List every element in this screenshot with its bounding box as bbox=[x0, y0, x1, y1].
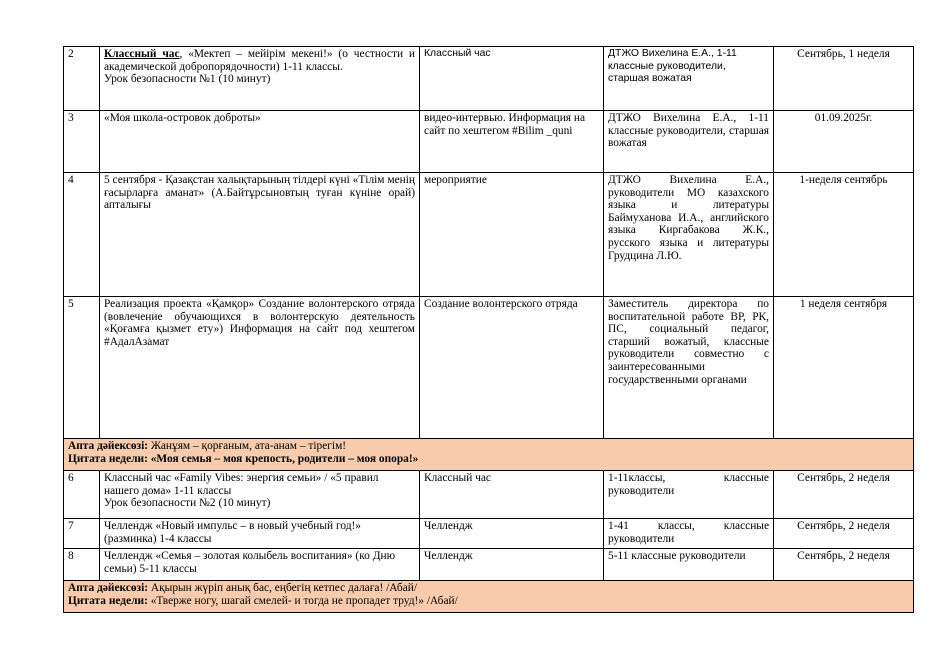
event-plan-table bbox=[63, 46, 914, 613]
week-quote-ru-text: «Моя семья – моя крепость, родители – моя опора!» bbox=[147, 452, 419, 465]
event-form: Классный час bbox=[420, 47, 604, 111]
event-date: Сентябрь, 2 неделя bbox=[774, 549, 914, 581]
event-title: Реализация проекта «Қамқор» Создание волонтерского отряда (вовлечение обучающихся в волонтерскую деятельность «Қоғамға қызмет ету») Информация на сайт под хештегом #АдалАзамат bbox=[100, 297, 420, 439]
event-title bbox=[100, 47, 420, 111]
event-responsible: ДТЖО Вихелина Е.А., 1-11 классные руководители, старшая вожатая bbox=[604, 47, 774, 111]
row-number: 7 bbox=[64, 519, 100, 549]
week-quote-kz-label: Апта дәйексөзі: bbox=[68, 440, 149, 452]
event-date: 1 неделя сентября bbox=[774, 297, 914, 439]
week-quote-row bbox=[64, 581, 914, 613]
week-quote-ru bbox=[68, 453, 909, 466]
event-form: Классный час bbox=[420, 471, 604, 519]
week-quote-kz-text: Ақырын жүріп анық бас, еңбегің кетпес далаға! /Абай/ bbox=[148, 582, 418, 594]
week-quote-row bbox=[64, 439, 914, 471]
event-date: Сентябрь, 2 неделя bbox=[774, 519, 914, 549]
event-title-extra: Урок безопасности №2 (10 минут) bbox=[104, 497, 271, 510]
event-date: 1-неделя сентябрь bbox=[774, 173, 914, 297]
event-title: Челлендж «Новый импульс – в новый учебный год!» (разминка) 1-4 классы bbox=[100, 519, 420, 549]
table-row bbox=[64, 519, 914, 549]
week-quote bbox=[64, 581, 914, 613]
event-form: Челлендж bbox=[420, 519, 604, 549]
week-quote-kz-label: Апта дәйексөзі: bbox=[68, 582, 149, 594]
event-date: Сентябрь, 2 неделя bbox=[774, 471, 914, 519]
table-row bbox=[64, 173, 914, 297]
row-number: 4 bbox=[64, 173, 100, 297]
event-title: «Моя школа-островок доброты» bbox=[100, 111, 420, 173]
event-title bbox=[100, 471, 420, 519]
row-number: 2 bbox=[64, 47, 100, 111]
event-title-bold: Классный час bbox=[104, 48, 180, 60]
table-row bbox=[64, 297, 914, 439]
event-title: Челлендж «Семья – золотая колыбель воспитания» (ко Дню семьи) 5-11 классы bbox=[100, 549, 420, 581]
event-responsible: Заместитель директора по воспитательной работе ВР, РК, ПС, социальный педагог, старший вожатый, классные руководители совместно с заинтересованными государственными органами bbox=[604, 297, 774, 439]
week-quote-kz bbox=[68, 440, 909, 453]
event-form: мероприятие bbox=[420, 173, 604, 297]
event-form: Челлендж bbox=[420, 549, 604, 581]
table-row bbox=[64, 111, 914, 173]
week-quote bbox=[64, 439, 914, 471]
row-number: 3 bbox=[64, 111, 100, 173]
week-quote-ru-label: Цитата недели: bbox=[68, 452, 148, 465]
week-quote-ru-label: Цитата недели: bbox=[68, 594, 148, 607]
event-responsible: 5-11 классные руководители bbox=[604, 549, 774, 581]
event-title: 5 сентября - Қазақстан халықтарының тілдері күні «Тілім менің ғасырларға аманат» (А.Байтұрсыновтың туған күніне орай) апталығы bbox=[100, 173, 420, 297]
event-date: 01.09.2025г. bbox=[774, 111, 914, 173]
week-quote-kz-text: Жанұям – қорғаным, ата-анам – тірегім! bbox=[148, 440, 347, 452]
event-title-extra: Урок безопасности №1 (10 минут) bbox=[104, 73, 271, 86]
table-row bbox=[64, 47, 914, 111]
event-form: Создание волонтерского отряда bbox=[420, 297, 604, 439]
event-title-main: Классный час «Family Vibes: энергия семьи» / «5 правил нашего дома» 1-11 классы bbox=[104, 472, 379, 497]
table-row bbox=[64, 471, 914, 519]
week-quote-kz bbox=[68, 582, 909, 595]
event-responsible: 1-11классы, классные руководители bbox=[604, 471, 774, 519]
row-number: 8 bbox=[64, 549, 100, 581]
week-quote-ru-text: «Тверже ногу, шагай смелей- и тогда не пропадет труд!» /Абай/ bbox=[147, 594, 458, 607]
event-date: Сентябрь, 1 неделя bbox=[774, 47, 914, 111]
event-title-rest: , «Мектеп – мейірім мекені!» (о честности и академической добропорядочности) 1-11 классы. bbox=[104, 48, 415, 73]
event-responsible: ДТЖО Вихелина Е.А., 1-11 классные руководители, старшая вожатая bbox=[604, 111, 774, 173]
event-responsible: ДТЖО Вихелина Е.А., руководители МО казахского языка и литературы Баймуханова И.А., английского языка Киргабакова Ж.К., русского языка и литературы Грудцина Л.Ю. bbox=[604, 173, 774, 297]
event-responsible: 1-41 классы, классные руководители bbox=[604, 519, 774, 549]
week-quote-ru bbox=[68, 595, 909, 608]
row-number: 6 bbox=[64, 471, 100, 519]
table-row bbox=[64, 549, 914, 581]
row-number: 5 bbox=[64, 297, 100, 439]
event-form: видео-интервью. Информация на сайт по хештегом #Bilim _quni bbox=[420, 111, 604, 173]
